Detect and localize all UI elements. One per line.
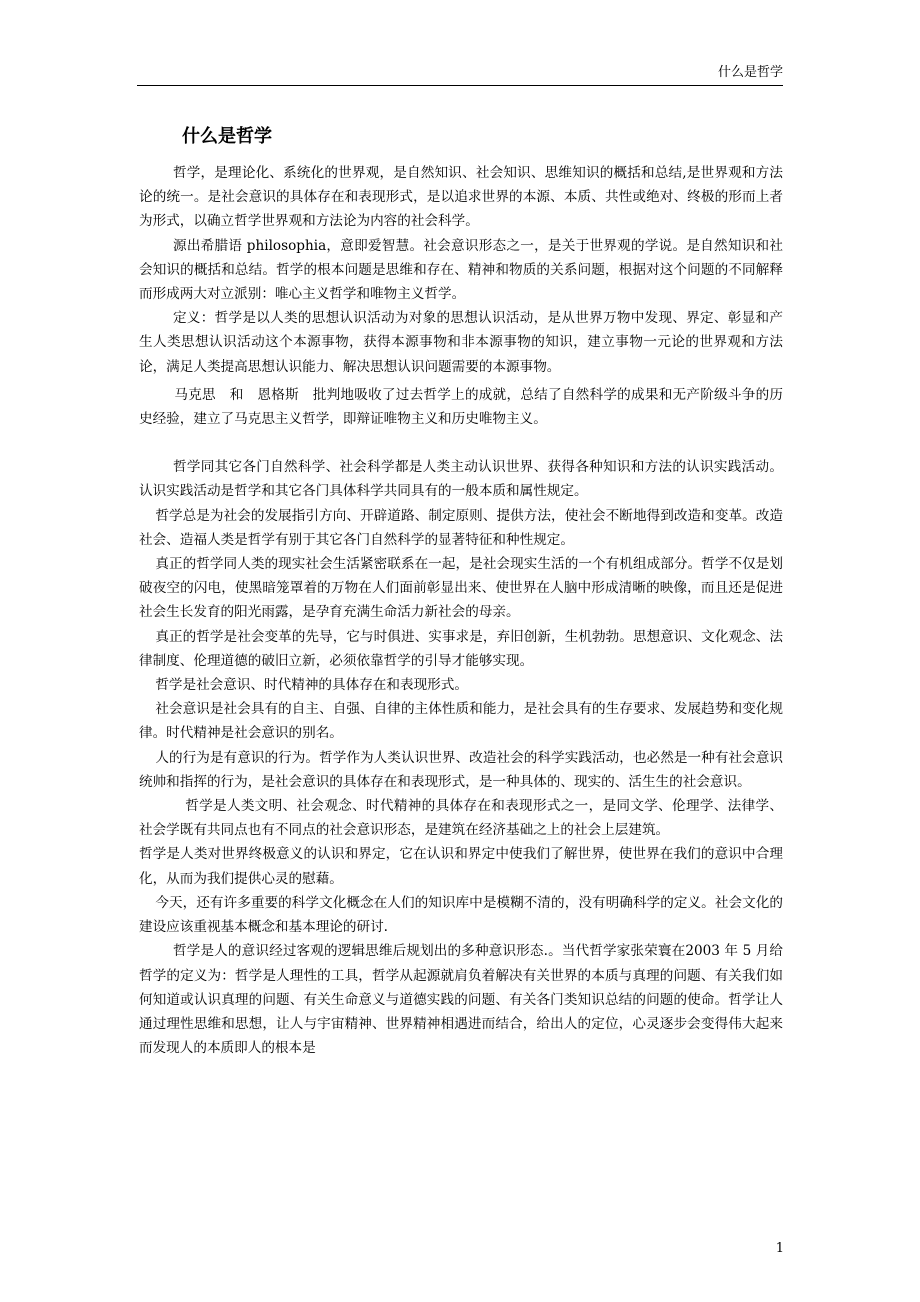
paragraph-gap — [139, 431, 783, 455]
paragraph: 定义：哲学是以人类的思想认识活动为对象的思想认识活动，是从世界万物中发现、界定、彰显和产生人类思想认识活动这个本源事物，获得本源事物和非本源事物的知识，建立事物一元论的世界观和方法论，满足人类提高思想认识能力、解决思想认识问题需要的本源事物。 — [139, 310, 783, 375]
document-body — [139, 161, 783, 1060]
paragraph: 人的行为是有意识的行为。哲学作为人类认识世界、改造社会的科学实践活动，也必然是一种有社会意识统帅和指挥的行为，是社会意识的具体存在和表现形式，是一种具体的、现实的、活生生的社会意识。 — [139, 749, 783, 790]
paragraph: 源出希腊语 philosophia，意即爱智慧。社会意识形态之一，是关于世界观的学说。是自然知识和社会知识的概括和总结。哲学的根本问题是思维和存在、精神和物质的关系问题，根据对这个问题的不同解释而形成两大对立派别：唯心主义哲学和唯物主义哲学。 — [139, 237, 783, 303]
paragraph: 哲学是人的意识经过客观的逻辑思维后规划出的多种意识形态.。当代哲学家张荣寰在2003 年 5 月给哲学的定义为：哲学是人理性的工具，哲学从起源就肩负着解决有关世界的本质与真理的问题、有关我们如何知道或认识真理的问题、有关生命意义与道德实践的问题、有关各门类知识总结的问题的使命。哲学让人通过理性思维和思想，让人与宇宙精神、世界精神相遇进而结合，给出人的定位，心灵逐步会变得伟大起来而发现人的本质即人的根本是 — [139, 943, 783, 1057]
paragraph: 哲学是人类对世界终极意义的认识和界定，它在认识和界定中使我们了解世界，使世界在我们的意识中合理化，从而为我们提供心灵的慰藉。 — [139, 846, 783, 887]
paragraph: 哲学同其它各门自然科学、社会科学都是人类主动认识世界、获得各种知识和方法的认识实践活动。认识实践活动是哲学和其它各门具体科学共同具有的一般本质和属性规定。 — [139, 459, 783, 500]
paragraph: 真正的哲学同人类的现实社会生活紧密联系在一起，是社会现实生活的一个有机组成部分。哲学不仅是划破夜空的闪电，使黑暗笼罩着的万物在人们面前彰显出来、使世界在人脑中形成清晰的映像，而且还是促进社会生长发育的阳光雨露，是孕育充满生命活力新社会的母亲。 — [139, 556, 783, 621]
paragraph: 真正的哲学是社会变革的先导，它与时俱进、实事求是，弃旧创新，生机勃勃。思想意识、文化观念、法律制度、伦理道德的破旧立新，必须依靠哲学的引导才能够实现。 — [139, 628, 783, 669]
paragraph: 今天，还有许多重要的科学文化概念在人们的知识库中是模糊不清的，没有明确科学的定义。社会文化的建设应该重视基本概念和基本理论的研讨. — [139, 894, 783, 936]
paragraph: 哲学总是为社会的发展指引方向、开辟道路、制定原则、提供方法，使社会不断地得到改造和变革。改造社会、造福人类是哲学有别于其它各门自然科学的显著特征和种性规定。 — [139, 507, 783, 548]
paragraph: 马克思 和 恩格斯 批判地吸收了过去哲学上的成就，总结了自然科学的成果和无产阶级斗争的历史经验，建立了马克思主义哲学，即辩证唯物主义和历史唯物主义。 — [139, 386, 783, 428]
page-number: 1 — [775, 1241, 784, 1256]
paragraph: 哲学是社会意识、时代精神的具体存在和表现形式。 — [155, 677, 468, 694]
header-rule — [137, 85, 783, 86]
paragraph: 哲学，是理论化、系统化的世界观，是自然知识、社会知识、思维知识的概括和总结,是世界观和方法论的统一。是社会意识的具体存在和表现形式，是以追求世界的本源、本质、共性或绝对、终极的形而上者为形式，以确立哲学世界观和方法论为内容的社会科学。 — [139, 165, 783, 230]
paragraph: 哲学是人类文明、社会观念、时代精神的具体存在和表现形式之一，是同文学、伦理学、法律学、社会学既有共同点也有不同点的社会意识形态，是建筑在经济基础之上的社会上层建筑。 — [139, 798, 783, 839]
document-title: 什么是哲学 — [182, 126, 272, 147]
paragraph: 社会意识是社会具有的自主、自强、自律的主体性质和能力，是社会具有的生存要求、发展趋势和变化规律。时代精神是社会意识的别名。 — [139, 701, 783, 742]
running-header: 什么是哲学 — [717, 65, 783, 80]
